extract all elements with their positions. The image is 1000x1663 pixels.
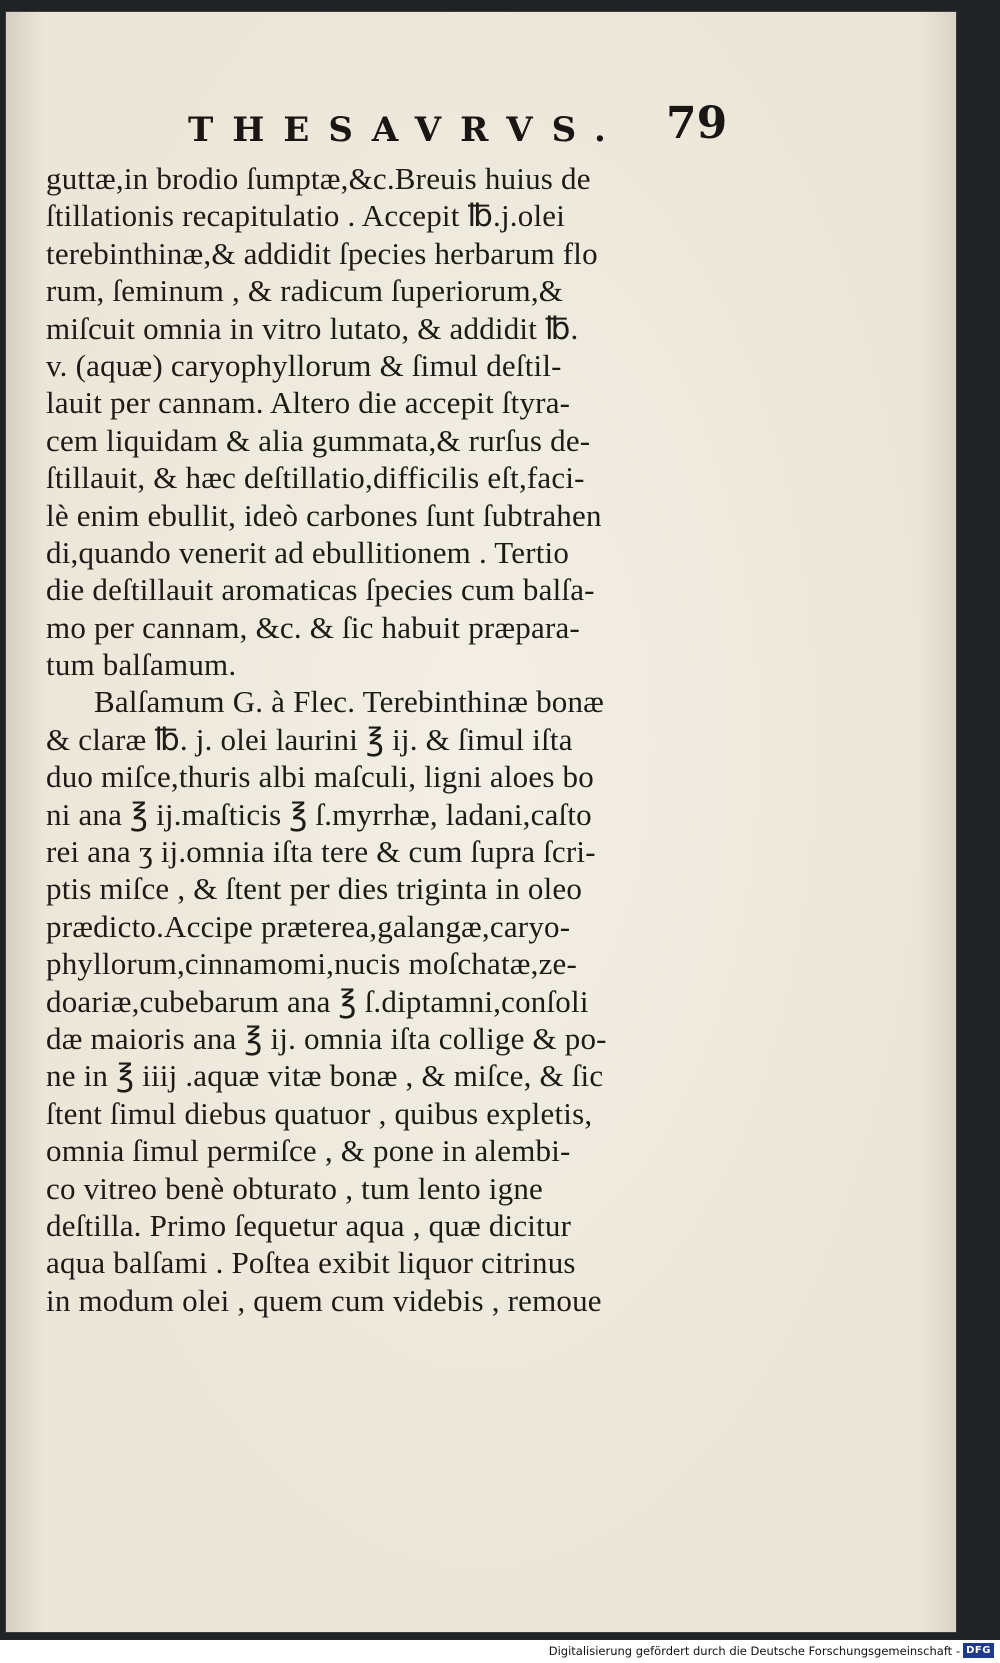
text-line: & claræ ℔. j. olei laurini ℥ ij. & ſimul iſta [46,721,573,757]
text-line: miſcuit omnia in vitro lutato, & addidit ℔. [46,310,579,346]
text-line: rum, ſeminum , & radicum ſuperiorum,& [46,273,564,309]
text-line: v. (aquæ) caryophyllorum & ſimul deſtil- [46,347,562,383]
text-line: phyllorum,cinnamomi,nucis moſchatæ,ze- [46,946,578,982]
text-line: doariæ,cubebarum ana ℥ ſ.diptamni,conſoli [46,983,589,1019]
text-line: ſtillauit, & hæc deſtillatio,difficilis eſt,faci- [46,460,585,496]
text-line: ptis miſce , & ſtent per dies triginta in oleo [46,871,583,907]
text-line: tum balſamum. [46,647,237,683]
text-line: lè enim ebullit, ideò carbones ſunt ſubtrahen [46,497,602,533]
text-line: omnia ſimul permiſce , & pone in alembi- [46,1133,571,1169]
text-line: deſtilla. Primo ſequetur aqua , quæ dicitur [46,1207,572,1243]
text-line: ne in ℥ iiij .aquæ vitæ bonæ , & miſce, & ſic [46,1058,604,1094]
body-text [46,160,726,1319]
text-line: dæ maioris ana ℥ ij. omnia iſta collige & po- [46,1020,607,1056]
text-line: in modum olei , quem cum videbis , remoue [46,1282,602,1318]
dfg-logo: DFG [963,1643,994,1658]
text-line: cem liquidam & alia gummata,& rurſus de- [46,422,591,458]
text-line: terebinthinæ,& addidit ſpecies herbarum flo [46,235,598,271]
book-page [6,12,956,1632]
text-line: ni ana ℥ ij.maſticis ℥ ſ.myrrhæ, ladani,caſto [46,796,592,832]
text-line: mo per cannam, &c. & ſic habuit præpara- [46,609,580,645]
text-line: ſtent ſimul diebus quatuor , quibus expletis, [46,1095,593,1131]
funding-credit: Digitalisierung gefördert durch die Deutsche Forschungsgemeinschaft - [548,1644,960,1658]
paragraph-start-line: Balſamum G. à Flec. Terebinthinæ bonæ [94,684,605,720]
running-head: THESAVRVS. [188,110,625,150]
text-line: rei ana ʒ ij.omnia iſta tere & cum ſupra ſcri- [46,834,596,870]
text-line: die deſtillauit aromaticas ſpecies cum balſa- [46,572,595,608]
page-number: 79 [666,98,728,149]
text-line: co vitreo benè obturato , tum lento igne [46,1170,543,1206]
digitization-footer [0,1640,1000,1663]
text-line: lauit per cannam. Altero die accepit ſtyra- [46,385,571,421]
text-line: duo miſce,thuris albi maſculi, ligni aloes bo [46,759,594,795]
text-line: di,quando venerit ad ebullitionem . Tertio [46,534,570,570]
text-line: ſtillationis recapitulatio . Accepit ℔.j.olei [46,198,566,234]
text-line: guttæ,in brodio ſumptæ,&c.Breuis huius de [46,161,591,196]
text-line: aqua balſami . Poſtea exibit liquor citrinus [46,1245,576,1281]
text-line: prædicto.Accipe præterea,galangæ,caryo- [46,908,571,944]
